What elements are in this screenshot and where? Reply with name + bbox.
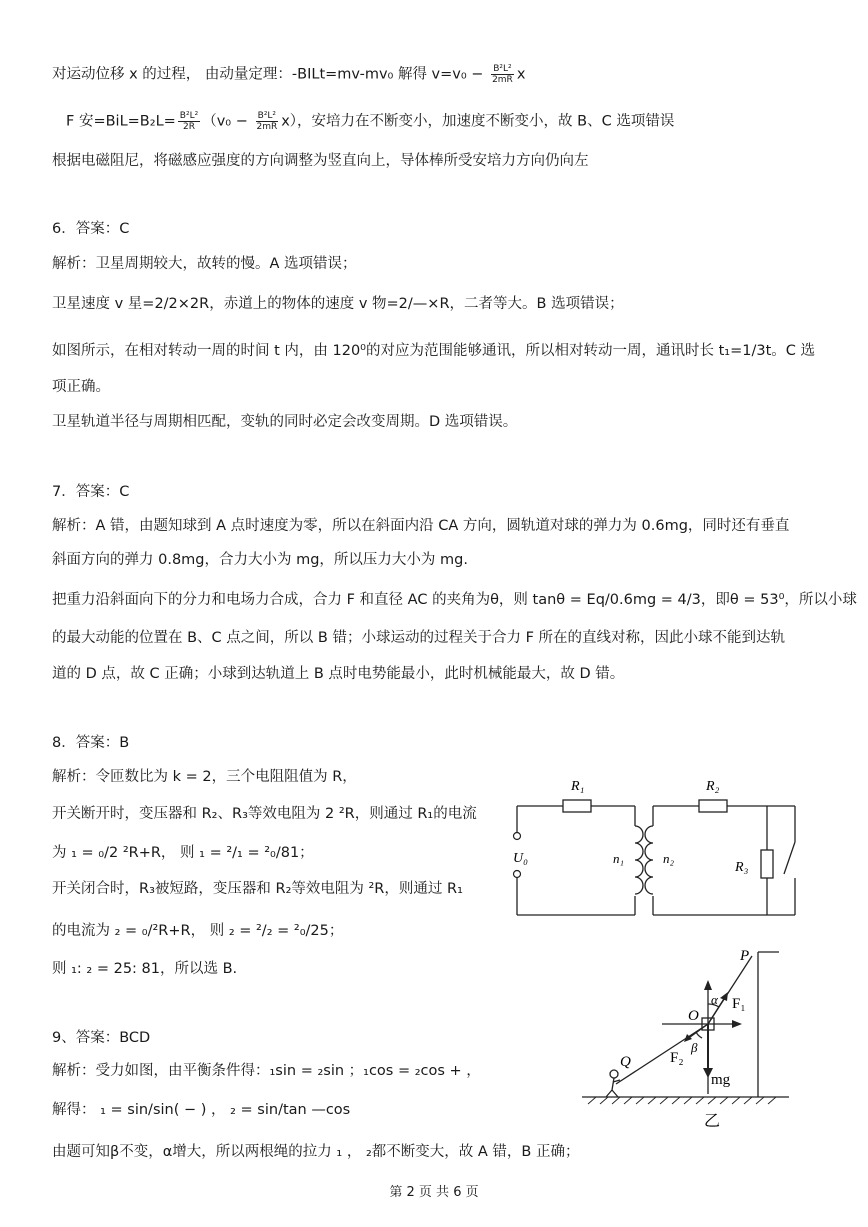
q8-line5: 的电流为 ₂ = ₀/²R+R， 则 ₂ = ²/₂ = ²₀/25；	[52, 923, 344, 939]
q8-line6: 则 ₁: ₂ = 25: 81，所以选 B.	[52, 961, 238, 977]
text-tail: x	[516, 66, 526, 83]
label-u0: U₀	[513, 851, 528, 866]
text-b: （v₀ −	[202, 113, 253, 130]
label-f2: F₂	[670, 1050, 684, 1066]
q7-line2: 斜面方向的弹力 0.8mg，合力大小为 mg，所以压力大小为 mg.	[52, 552, 468, 568]
label-n1: n₁	[613, 851, 625, 866]
label-alpha: α	[711, 992, 718, 1007]
fraction	[178, 111, 200, 132]
frac-den: 2R	[183, 122, 195, 132]
q9-line2: 解得： ₁ = sin/sin( − ) ， ₂ = sin/tan —cos	[52, 1102, 351, 1118]
q8-answer: 8．答案：B	[52, 735, 130, 751]
line-damping: 根据电磁阻尼，将磁感应强度的方向调整为竖直向上，导体棒所受安培力方向仍向左	[52, 153, 589, 169]
line-ampere-force	[66, 111, 674, 132]
fraction	[490, 64, 515, 85]
label-n2: n₂	[663, 851, 675, 866]
force-diagram	[574, 944, 804, 1132]
text-c: x），安培力在不断变小，加速度不断变小，故 B、C 选项错误	[281, 113, 675, 130]
q8-line1: 解析：令匝数比为 k = 2，三个电阻阻值为 R，	[52, 769, 357, 785]
q7-line5: 道的 D 点，故 C 正确；小球到达轨道上 B 点时电势能最小，此时机械能最大，故 D 错。	[52, 666, 625, 682]
q9-line3: 由题可知β不变，α增大，所以两根绳的拉力 ₁ ， ₂都不断变大，故 A 错，B 正确；	[52, 1144, 580, 1160]
text-a: F 安=BiL=B₂L=	[66, 113, 176, 130]
label-mg: mg	[711, 1072, 731, 1088]
q6-line5: 卫星轨道半径与周期相匹配，变轨的同时必定会改变周期。D 选项错误。	[52, 414, 518, 430]
page-footer: 第 2 页 共 6 页	[389, 1185, 479, 1200]
q6-line4: 项正确。	[52, 379, 110, 395]
q7-line3: 把重力沿斜面向下的分力和电场力合成，合力 F 和直径 AC 的夹角为θ，则 tanθ = Eq/0.6mg = 4/3，即θ = 53⁰，所以小球	[52, 592, 857, 608]
q7-line1: 解析：A 错，由题知球到 A 点时速度为零，所以在斜面内沿 CA 方向，圆轨道对球的弹力为 0.6mg，同时还有垂直	[52, 518, 790, 534]
q8-line2: 开关断开时，变压器和 R₂、R₃等效电阻为 2 ²R，则通过 R₁的电流	[52, 806, 477, 822]
q9-line1: 解析：受力如图，由平衡条件得：₁sin = ₂sin ；₁cos = ₂cos + ，	[52, 1063, 481, 1079]
label-r3: R₃	[735, 860, 749, 875]
q6-line2: 卫星速度 v 星=2/2×2R，赤道上的物体的速度 v 物=2/—×R，二者等大。B 选项错误；	[52, 296, 624, 312]
label-beta: β	[691, 1040, 698, 1055]
frac-den: 2mR	[492, 75, 513, 85]
diagram-caption: 乙	[704, 1113, 721, 1130]
frac-num: B²L²	[257, 111, 277, 121]
label-o: O	[688, 1008, 699, 1024]
frac-den: 2mR	[256, 122, 278, 132]
q6-answer: 6．答案：C	[52, 221, 130, 237]
text-momentum: 对运动位移 x 的过程， 由动量定理：-BILt=mv-mv₀ 解得 v=v₀ −	[52, 66, 489, 83]
line-momentum	[52, 64, 525, 85]
q8-line4: 开关闭合时，R₃被短路，变压器和 R₂等效电阻为 ²R，则通过 R₁	[52, 881, 463, 897]
transformer-circuit-diagram	[505, 768, 810, 928]
q6-line3: 如图所示，在相对转动一周的时间 t 内，由 120⁰的对应为范围能够通讯，所以相对转动一周，通讯时长 t₁=1/3t。C 选	[52, 343, 816, 359]
label-r1: R₁	[571, 779, 585, 794]
q8-line3: 为 ₁ = ₀/2 ²R+R， 则 ₁ = ²/₁ = ²₀/81；	[52, 845, 314, 861]
q6-line1: 解析：卫星周期较大，故转的慢。A 选项错误；	[52, 256, 357, 272]
frac-num: B²L²	[493, 64, 512, 74]
fraction	[254, 111, 279, 132]
label-p: P	[740, 948, 750, 964]
q7-answer: 7．答案：C	[52, 484, 130, 500]
q7-line4: 的最大动能的位置在 B、C 点之间，所以 B 错；小球运动的过程关于合力 F 所在的直线对称，因此小球不能到达轨	[52, 630, 786, 646]
label-f1: F₁	[732, 996, 746, 1012]
label-q: Q	[620, 1054, 631, 1070]
q9-answer: 9、答案：BCD	[52, 1030, 151, 1046]
frac-num: B²L²	[179, 111, 199, 121]
label-r2: R₂	[706, 779, 720, 794]
